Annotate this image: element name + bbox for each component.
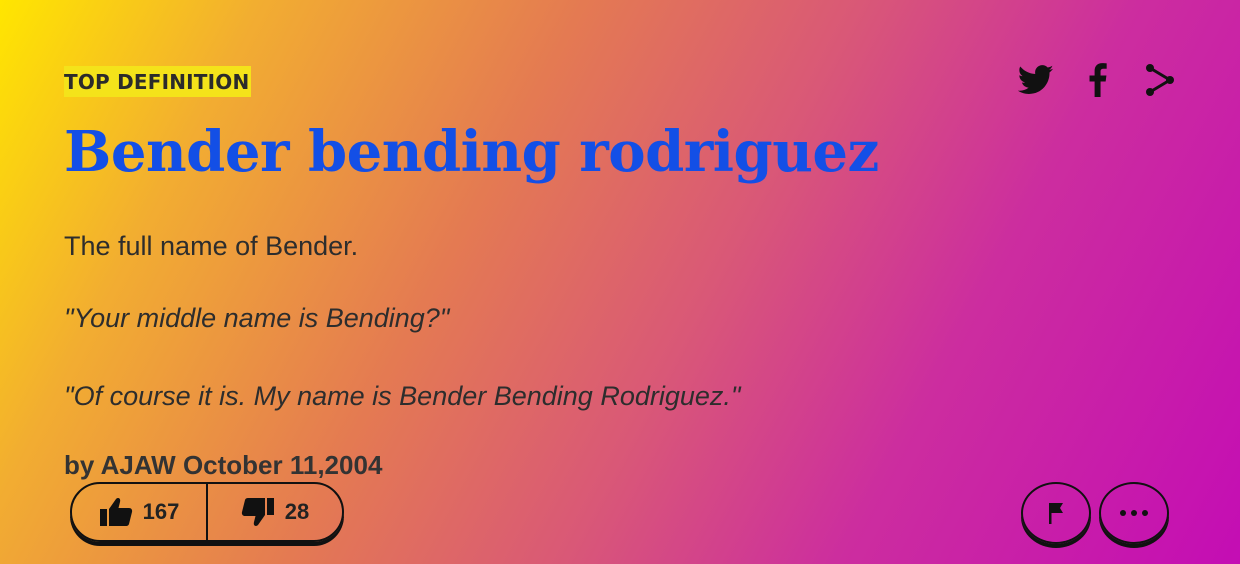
facebook-share-button[interactable] <box>1082 60 1114 100</box>
example-line: "Your middle name is Bending?" <box>64 303 450 333</box>
share-button[interactable] <box>1140 60 1180 100</box>
twitter-share-button[interactable] <box>1016 60 1056 100</box>
thumbs-down-icon <box>241 497 275 527</box>
twitter-icon <box>1018 65 1054 95</box>
upvote-button[interactable] <box>72 484 208 540</box>
vote-buttons <box>70 482 344 542</box>
definition-meaning: The full name of Bender. <box>64 231 359 261</box>
downvote-count: 28 <box>284 499 310 524</box>
flag-button[interactable] <box>1021 482 1091 544</box>
top-definition-badge: TOP DEFINITION <box>64 66 251 97</box>
facebook-icon <box>1089 63 1107 97</box>
more-icon <box>1119 509 1149 517</box>
more-options-button[interactable] <box>1099 482 1169 544</box>
flag-icon <box>1046 501 1066 525</box>
author-byline[interactable]: by AJAW October 11,2004 <box>64 450 383 480</box>
upvote-count: 167 <box>142 499 180 524</box>
share-icon <box>1144 63 1176 97</box>
downvote-button[interactable] <box>208 484 342 540</box>
word-title[interactable]: Bender bending rodriguez <box>64 119 879 185</box>
example-line: "Of course it is. My name is Bender Bending Rodriguez." <box>64 381 741 411</box>
thumbs-up-icon <box>99 497 133 527</box>
